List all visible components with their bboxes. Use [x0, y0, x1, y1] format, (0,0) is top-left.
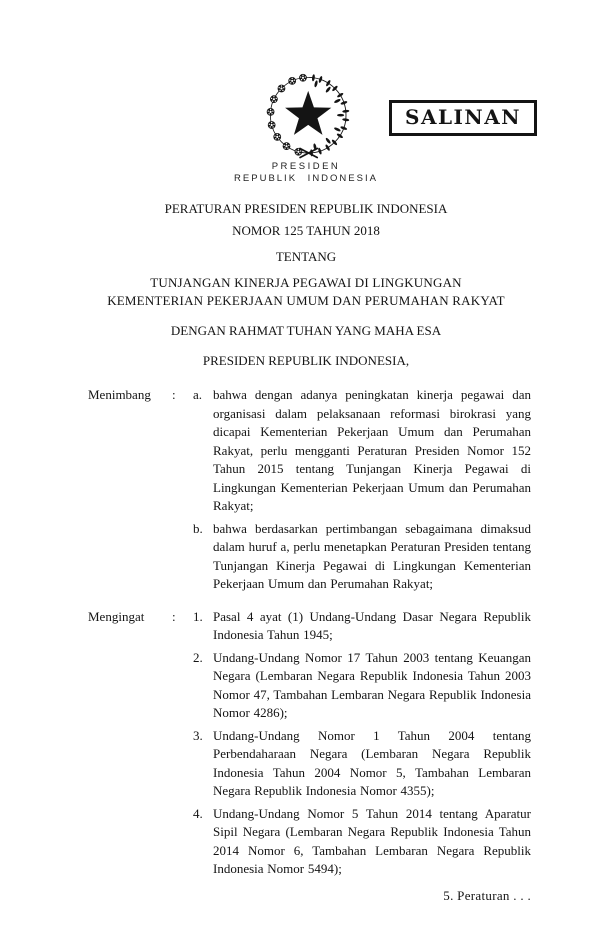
- star-icon: [285, 91, 331, 135]
- list-item: [193, 649, 531, 723]
- document-body: [88, 386, 531, 905]
- letterhead-line2: REPUBLIK INDONESIA: [234, 173, 378, 184]
- list-item: [193, 805, 531, 879]
- section-menimbang: [88, 386, 531, 594]
- regulation-subject: [0, 274, 612, 310]
- item-marker: 3.: [193, 727, 203, 743]
- letterhead: [0, 161, 612, 185]
- authority-line: PRESIDEN REPUBLIK INDONESIA,: [202, 353, 410, 368]
- section-label: Mengingat: [88, 608, 145, 624]
- list-item: [193, 727, 531, 801]
- regulation-subject-line2: KEMENTERIAN PEKERJAAN UMUM DAN PERUMAHAN RAKYAT: [107, 293, 505, 308]
- page-catchword: 5. Peraturan . . .: [443, 887, 531, 903]
- section-colon: :: [172, 387, 176, 402]
- item-text: bahwa berdasarkan pertimbangan sebagaimana dimaksud dalam huruf a, perlu menetapkan Peraturan Presiden tentang Tunjangan Kinerja Pegawai di Lingkungan Kementerian Pekerjaan Umum dan Perumahan Rakyat;: [213, 520, 531, 591]
- item-marker: a.: [193, 387, 203, 402]
- item-marker: 2.: [193, 649, 203, 665]
- regulation-number: NOMOR 125 TAHUN 2018: [232, 223, 380, 238]
- tentang-label: TENTANG: [275, 249, 337, 264]
- grace-line: DENGAN RAHMAT TUHAN YANG MAHA ESA: [170, 323, 442, 338]
- star-wreath-emblem: [260, 72, 360, 162]
- item-text: Undang-Undang Nomor 1 Tahun 2004 tentang Perbendaharaan Negara (Lembaran Negara Republik Indonesia Tahun 2004 Nomor 5, Tambahan Lembaran Negara Republik Indonesia Nomor 4355);: [213, 727, 531, 798]
- section-label: Menimbang: [88, 387, 151, 402]
- item-marker: 4.: [193, 805, 203, 821]
- section-items: [193, 608, 531, 879]
- section-colon: :: [172, 608, 176, 624]
- regulation-subject-line1: TUNJANGAN KINERJA PEGAWAI DI LINGKUNGAN: [150, 275, 462, 290]
- letterhead-line1: PRESIDEN: [271, 161, 341, 172]
- item-text: Undang-Undang Nomor 17 Tahun 2003 tentang Keuangan Negara (Lembaran Negara Republik Indonesia Tahun 2003 Nomor 47, Tambahan Lembaran Negara Republik Indonesia Nomor 4286);: [213, 649, 531, 720]
- list-item: [193, 608, 531, 645]
- salinan-stamp: SALINAN: [389, 100, 537, 136]
- section-items: [193, 386, 531, 594]
- item-marker: b.: [193, 520, 203, 536]
- item-text: Undang-Undang Nomor 5 Tahun 2014 tentang Aparatur Sipil Negara (Lembaran Negara Republik Indonesia Tahun 2014 Nomor 6, Tambahan Lembaran Negara Republik Indonesia Nomor 5494);: [213, 805, 531, 876]
- item-text: bahwa dengan adanya peningkatan kinerja pegawai dan organisasi dalam pelaksanaan reformasi birokrasi yang dicapai Kementerian Pekerjaan Umum dan Perumahan Rakyat, perlu mengganti Peraturan Presiden Nomor 152 Tahun 2015 tentang Tunjangan Kinerja Pegawai di Lingkungan Kementerian Pekerjaan Umum dan Perumahan Rakyat;: [213, 387, 531, 513]
- list-item: [193, 386, 531, 516]
- section-mengingat: [88, 608, 531, 879]
- item-marker: 1.: [193, 608, 203, 624]
- regulation-title: PERATURAN PRESIDEN REPUBLIK INDONESIA: [164, 201, 448, 216]
- item-text: Pasal 4 ayat (1) Undang-Undang Dasar Negara Republik Indonesia Tahun 1945;: [213, 608, 531, 642]
- list-item: [193, 520, 531, 594]
